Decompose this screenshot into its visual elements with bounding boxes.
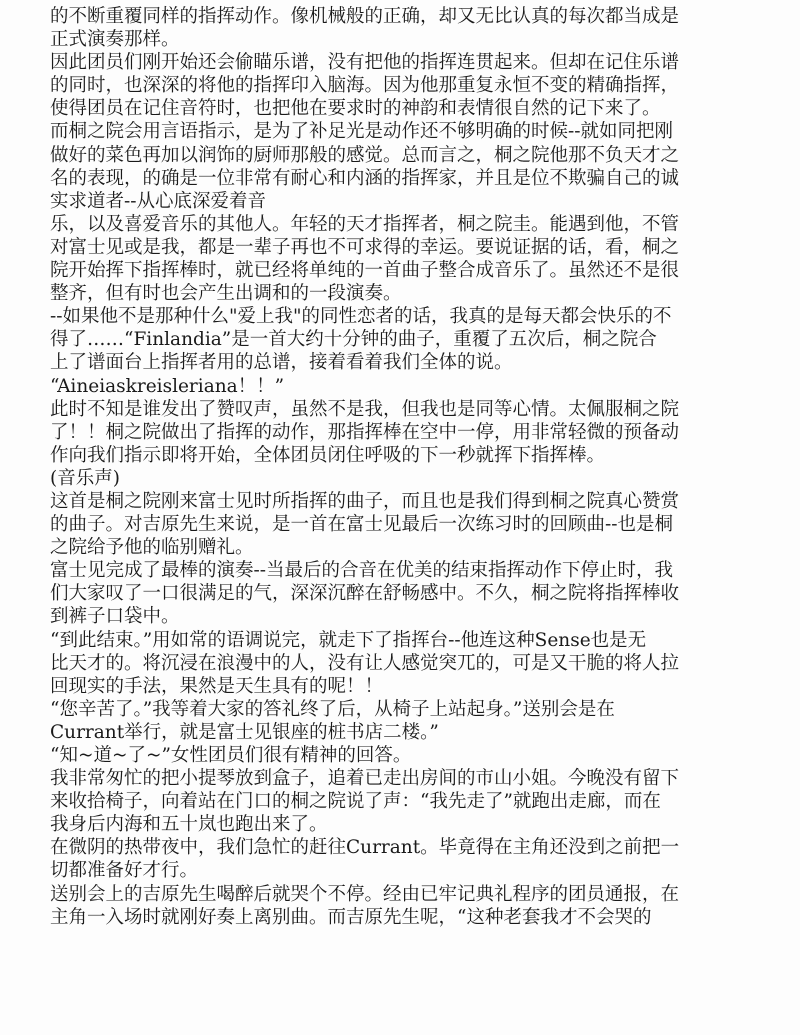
text-line: 之院给予他的临别赠礼。	[50, 537, 254, 559]
text-line: 我非常匆忙的把小提琴放到盒子，追着已走出房间的市山小姐。今晚没有留下	[50, 768, 680, 790]
text-line: 作向我们指示即将开始，全体团员闭住呼吸的下一秒就挥下指挥棒。	[50, 444, 606, 466]
text-line: 这首是桐之院刚来富士见时所指挥的曲子，而且也是我们得到桐之院真心赞赏	[50, 490, 680, 512]
text-line: 做好的菜色再加以润饰的厨师那般的感觉。总而言之，桐之院他那不负天才之	[50, 144, 680, 166]
body-text	[50, 5, 758, 929]
text-line: 院开始挥下指挥棒时，就已经将单纯的一首曲子整合成音乐了。虽然还不是很	[50, 260, 680, 282]
text-line: 我身后内海和五十岚也跑出来了。	[50, 814, 328, 836]
text-line: 上了谱面台上指挥者用的总谱，接着看着我们全体的说。	[50, 352, 513, 374]
text-line: 此时不知是谁发出了赞叹声，虽然不是我，但我也是同等心情。太佩服桐之院	[50, 398, 680, 420]
text-line: Currant举行，就是富士见银座的桩书店二楼。”	[50, 721, 439, 743]
text-line: 整齐，但有时也会产生出调和的一段演奏。	[50, 283, 402, 305]
text-line: 因此团员们刚开始还会偷瞄乐谱，没有把他的指挥连贯起来。但却在记住乐谱	[50, 52, 680, 74]
text-line: 比天才的。将沉浸在浪漫中的人，没有让人感觉突兀的，可是又干脆的将人拉	[50, 652, 680, 674]
text-line: 正式演奏那样。	[50, 29, 180, 51]
text-line: 的不断重覆同样的指挥动作。像机械般的正确，却又无比认真的每次都当成是	[50, 6, 680, 27]
text-line: 使得团员在记住音符时，也把他在要求时的神韵和表情很自然的记下来了。	[50, 98, 661, 120]
text-line: (音乐声)	[50, 467, 120, 489]
text-line: “Aineiaskreisleriana！！”	[50, 375, 285, 397]
text-line: 对富士见或是我，都是一辈子再也不可求得的幸运。要说证据的话，看，桐之	[50, 236, 680, 258]
text-line: 乐，以及喜爱音乐的其他人。年轻的天才指挥者，桐之院圭。能遇到他，不管	[50, 213, 680, 235]
text-line: 而桐之院会用言语指示，是为了补足光是动作还不够明确的时候--就如同把刚	[50, 121, 674, 143]
text-line: 在微阴的热带夜中，我们急忙的赶往Currant。毕竟得在主角还没到之前把一	[50, 837, 680, 859]
text-line: 送别会上的吉原先生喝醉后就哭个不停。经由已牢记典礼程序的团员通报，在	[50, 883, 680, 905]
text-line: 到裤子口袋中。	[50, 606, 180, 628]
text-line: 切都准备好才行。	[50, 860, 199, 882]
text-line: “到此结束。”用如常的语调说完，就走下了指挥台--他连这种Sense也是无	[50, 629, 647, 651]
text-line: 得了……“Finlandia”是一首大约十分钟的曲子，重覆了五次后，桐之院合	[50, 329, 657, 351]
text-line: “您辛苦了。”我等着大家的答礼终了后，从椅子上站起身。”送别会是在	[50, 698, 615, 720]
text-line: 名的表现，的确是一位非常有耐心和内涵的指挥家，并且是位不欺骗自己的诚	[50, 167, 680, 189]
text-line: 回现实的手法，果然是天生具有的呢！！	[50, 675, 384, 697]
text-line: 主角一入场时就刚好奏上离别曲。而吉原先生呢，“这种老套我才不会哭的	[50, 906, 652, 928]
text-line: 们大家叹了一口很满足的气，深深沉醉在舒畅感中。不久，桐之院将指挥棒收	[50, 583, 680, 605]
text-line: 实求道者--从心底深爱着音	[50, 190, 267, 212]
text-line: “知~道~了~”女性团员们很有精神的回答。	[50, 745, 412, 766]
text-line: --如果他不是那种什么"爱上我"的同性恋者的话，我真的是每天都会快乐的不	[50, 306, 672, 328]
text-line: 来收拾椅子，向着站在门口的桐之院说了声：“我先走了”就跑出走廊，而在	[50, 791, 661, 813]
text-line: 的同时，也深深的将他的指挥印入脑海。因为他那重复永恒不变的精确指挥，	[50, 75, 680, 97]
text-line: 富士见完成了最棒的演奏--当最后的合音在优美的结束指挥动作下停止时，我	[50, 560, 674, 582]
text-line: 的曲子。对吉原先生来说，是一首在富士见最后一次练习时的回顾曲--也是桐	[50, 514, 674, 536]
text-line: 了！！桐之院做出了指挥的动作，那指挥棒在空中一停，用非常轻微的预备动	[50, 421, 680, 443]
